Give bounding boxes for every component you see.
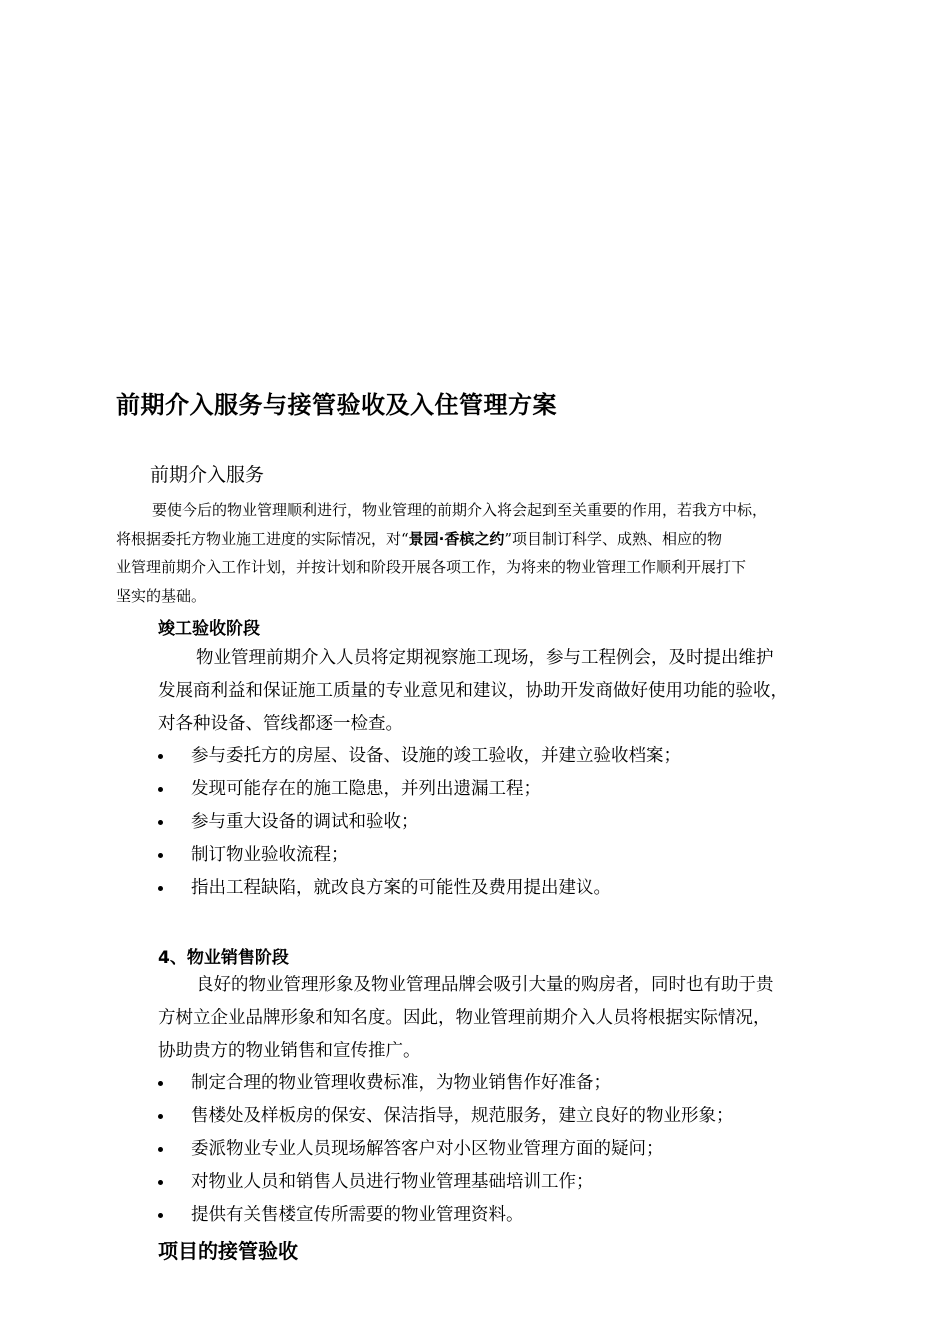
intro-line: 业管理前期介入工作计划，并按计划和阶段开展各项工作，为将来的物业管理工作顺利开展打下: [116, 558, 747, 576]
list-item: 对物业人员和销售人员进行物业管理基础培训工作；: [158, 1166, 734, 1199]
list-item: 制订物业验收流程；: [158, 839, 681, 872]
completion-list: [158, 740, 681, 905]
intro-line: 将根据委托方物业施工进度的实际情况，对“景园·香槟之约”项目制订科学、成熟、相应的物: [116, 529, 723, 548]
bullet-icon: [158, 820, 163, 825]
document-title: 前期介入服务与接管验收及入住管理方案: [116, 391, 557, 419]
intro-paragraph: [116, 496, 846, 610]
completion-paragraph: [158, 642, 788, 741]
section-heading-takeover: 项目的接管验收: [158, 1239, 298, 1263]
list-item: 售楼处及样板房的保安、保洁指导，规范服务，建立良好的物业形象；: [158, 1100, 734, 1133]
intro-line: 坚实的基础。: [116, 586, 207, 605]
sales-paragraph: [158, 969, 774, 1068]
sales-list: [158, 1067, 734, 1232]
list-item: 委派物业专业人员现场解答客户对小区物业管理方面的疑问；: [158, 1133, 734, 1166]
list-item: 参与重大设备的调试和验收；: [158, 806, 681, 839]
project-name: 景园·香槟之约: [408, 529, 505, 548]
paragraph-line: 方树立企业品牌形象和知名度。因此，物业管理前期介入人员将根据实际情况，: [158, 1008, 771, 1028]
paragraph-line: 对各种设备、管线都逐一检查。: [158, 714, 403, 734]
section-heading-sales: 4、物业销售阶段: [158, 948, 289, 968]
bullet-icon: [158, 1114, 163, 1119]
intro-line: 要使今后的物业管理顺利进行，物业管理的前期介入将会起到至关重要的作用，若我方中标，: [152, 501, 768, 519]
section-heading-early-intervention: 前期介入服务: [150, 464, 265, 486]
paragraph-line: 物业管理前期介入人员将定期视察施工现场，参与工程例会，及时提出维护: [196, 648, 774, 668]
list-item: 发现可能存在的施工隐患，并列出遗漏工程；: [158, 773, 681, 806]
bullet-icon: [158, 1213, 163, 1218]
bullet-icon: [158, 1147, 163, 1152]
bullet-icon: [158, 853, 163, 858]
list-item: 提供有关售楼宣传所需要的物业管理资料。: [158, 1199, 734, 1232]
list-item: 制定合理的物业管理收费标准，为物业销售作好准备；: [158, 1067, 734, 1100]
bullet-icon: [158, 1180, 163, 1185]
paragraph-line: 发展商利益和保证施工质量的专业意见和建议，协助开发商做好使用功能的验收，: [158, 681, 788, 701]
paragraph-line: 协助贵方的物业销售和宣传推广。: [158, 1041, 421, 1061]
section-heading-completion: 竣工验收阶段: [158, 619, 260, 639]
list-item: 参与委托方的房屋、设备、设施的竣工验收，并建立验收档案；: [158, 740, 681, 773]
bullet-icon: [158, 1081, 163, 1086]
bullet-icon: [158, 754, 163, 759]
paragraph-line: 良好的物业管理形象及物业管理品牌会吸引大量的购房者，同时也有助于贵: [196, 975, 774, 995]
bullet-icon: [158, 886, 163, 891]
list-item: 指出工程缺陷，就改良方案的可能性及费用提出建议。: [158, 872, 681, 905]
bullet-icon: [158, 787, 163, 792]
